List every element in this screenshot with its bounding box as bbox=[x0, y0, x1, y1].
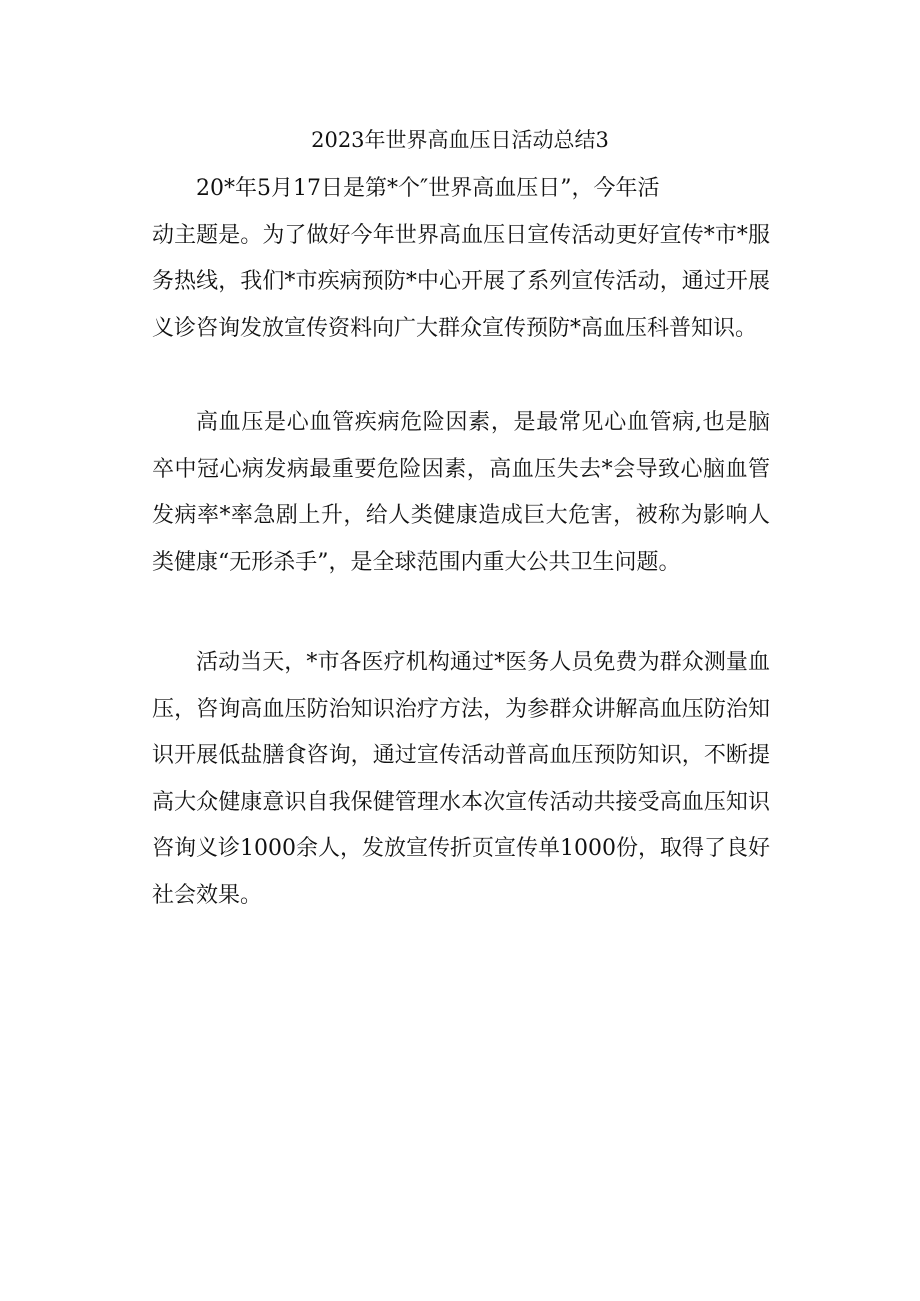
document-title: 2023年世界高血压日活动总结3 bbox=[311, 128, 609, 152]
paragraph-2: 高血压是心血管疾病危险因素，是最常见心血管病,也是脑卒中冠心病发病最重要危险因素，高血压失去*会导致心脑血管发病率*率急剧上升，给人类健康造成巨大危害，被称为影响人类健康“无形杀手”，是全球范围内重大公共卫生问题。 bbox=[152, 410, 770, 575]
paragraph-1-continuation: 动主题是。为了做好今年世界高血压日宣传活动更好宣传*市*服务热线，我们*市疾病预防*中心开展了系列宣传活动，通过开展义诊咨询发放宣传资料向广大群众宣传预防*高血压科普知识。 bbox=[152, 222, 770, 341]
paragraph-3: 活动当天，*市各医疗机构通过*医务人员免费为群众测量血压，咨询高血压防治知识治疗方法，为参群众讲解高血压防治知识开展低盐膳食咨询，通过宣传活动普高血压预防知识，不断提高大众健康意识自我保健管理水本次宣传活动共接受高血压知识咨询义诊1000余人，发放宣传折页宣传单1000份，取得了良好社会效果。 bbox=[152, 650, 770, 908]
paragraph-1-first-line: 20*年5月17日是第*个″世界高血压日”，今年活 bbox=[196, 176, 660, 201]
